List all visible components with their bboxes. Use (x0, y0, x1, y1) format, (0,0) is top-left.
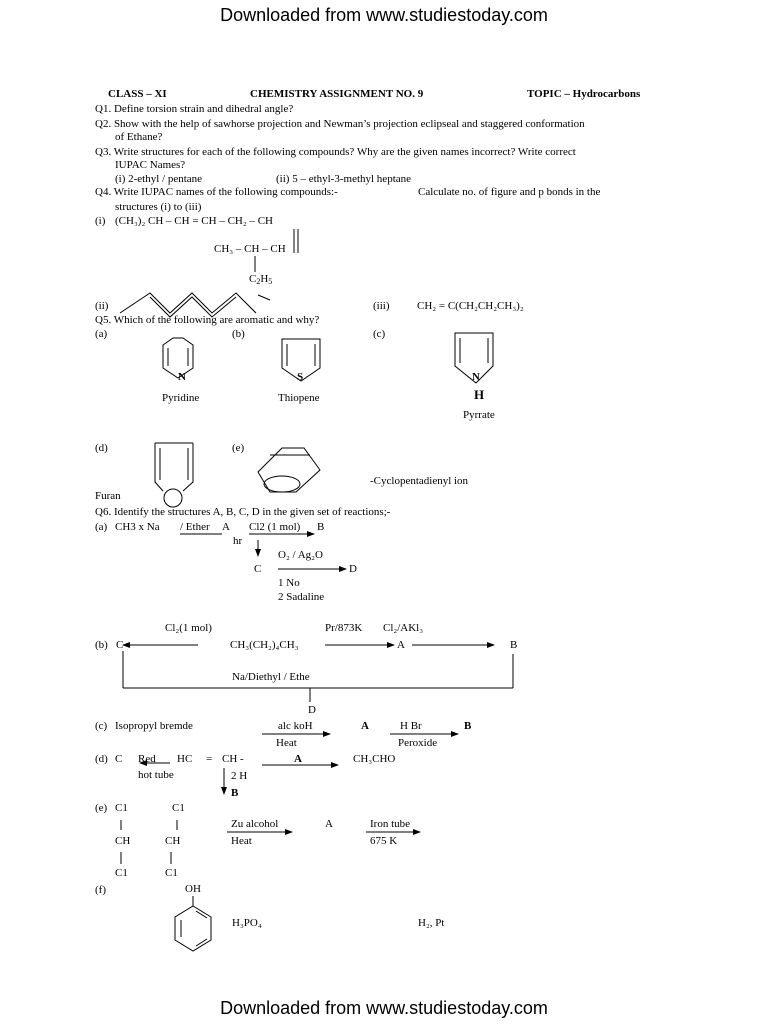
assignment-title: CHEMISTRY ASSIGNMENT NO. 9 (250, 88, 424, 100)
q6-b-B: B (510, 639, 518, 651)
q6-d-triple-bond: = (206, 753, 213, 765)
thiopene-name: Thiopene (278, 392, 320, 404)
polyene-zigzag (120, 293, 256, 313)
q6-d-hydrogen: 2 H (231, 770, 248, 782)
q6-d-product: CH₃CHO (353, 753, 396, 765)
pyrrate-atom: N (472, 371, 480, 383)
q6-b-sodium: Na/Diethyl / Ethe (232, 671, 310, 683)
q6-d-A: A (294, 753, 302, 765)
q4-i-label: (i) (95, 215, 106, 227)
question-6: Q6. Identify the structures A, B, C, D in the given set of reactions;- (95, 506, 391, 518)
question-4-line2: structures (i) to (iii) (115, 201, 202, 213)
question-3-line2: IUPAC Names? (115, 159, 186, 171)
q6-e-temperature: 675 K (370, 835, 398, 847)
question-3-option-2: (ii) 5 – ethyl-3-methyl heptane (276, 173, 412, 185)
furan-ring (155, 443, 163, 491)
pyrrate-hydrogen: H (474, 387, 485, 402)
furan-oxygen (164, 489, 182, 507)
q6-c-heat: Heat (276, 737, 297, 749)
phenol-oh: OH (185, 883, 201, 895)
q6-e-ch-2: CH (165, 835, 181, 847)
q6-b-alcl: Cl₂/AKl₃ (383, 622, 424, 634)
question-2-line1: Q2. Show with the help of sawhorse projection and Newman’s projection eclipseal and staggered conformation (95, 118, 585, 130)
q4-i-ethyl: $C_2H_5$ (249, 273, 273, 286)
question-4-line1: Q4. Write IUPAC names of the following compounds:- (95, 186, 338, 198)
q6-c-reagent1: alc koH (278, 720, 313, 732)
q6-e-zinc: Zu alcohol (231, 818, 279, 830)
question-5: Q5. Which of the following are aromatic and why? (95, 314, 320, 326)
q4-i-formula: (CH₃)₂ CH – CH = CH – CH₂ – CH (115, 215, 273, 227)
q6-c-peroxide: Peroxide (398, 737, 438, 749)
q6-a-hv: hr (233, 535, 243, 547)
cyclopentadienyl-name: -Cyclopentadienyl ion (370, 475, 469, 487)
q6-d-ch: CH - (222, 753, 244, 765)
q6-d-hc: HC (177, 753, 193, 765)
q6-b-chlorine: Cl₂(1 mol) (165, 622, 212, 634)
q5-b-label: (b) (232, 328, 245, 340)
bottom-banner: Downloaded from www.studiestoday.com (220, 998, 548, 1018)
q6-a-C: C (254, 563, 262, 575)
q6-b-platinum: Pr/873K (325, 622, 363, 634)
q6-c-label: (c) (95, 720, 108, 732)
q6-e-cl-4: C1 (165, 867, 178, 879)
q6-b-A: A (397, 639, 405, 651)
q6-e-label: (e) (95, 802, 108, 814)
q6-f-label: (f) (95, 884, 106, 896)
question-1: Q1. Define torsion strain and dihedral angle? (95, 103, 294, 115)
q6-b-hexane: CH₃(CH₂)₄CH₃ (230, 639, 299, 651)
question-2-line2: of Ethane? (115, 131, 163, 143)
q6-f-reagent1: H₃PO₄ (232, 917, 262, 929)
q6-b-C: C (116, 639, 124, 651)
q6-e-A: A (325, 818, 333, 830)
cyclopentadienyl-ring (258, 448, 320, 492)
q6-e-cl-3: C1 (115, 867, 128, 879)
top-banner: Downloaded from www.studiestoday.com (220, 5, 548, 25)
q6-f-reagent2: H₂, Pt (418, 917, 445, 929)
q5-e-label: (e) (232, 442, 245, 454)
class-label: CLASS – XI (108, 88, 167, 100)
q6-d-B: B (231, 787, 239, 799)
q4-ii-label: (ii) (95, 300, 109, 312)
q6-e-cl-2: C1 (172, 802, 185, 814)
q5-d-label: (d) (95, 442, 108, 454)
thiopene-atom: S (297, 371, 304, 383)
polyene-end-bond (258, 295, 270, 300)
q6-a-A: A (222, 521, 230, 533)
q6-b-D: D (308, 704, 316, 716)
q6-a-step2: 2 Sadaline (278, 591, 325, 603)
pyridine-name: Pyridine (162, 392, 200, 404)
topic-label: TOPIC – Hydrocarbons (527, 88, 641, 100)
q6-a-start: CH3 x Na (115, 521, 160, 533)
q5-a-label: (a) (95, 328, 108, 340)
q6-a-reagent1: / Ether (180, 521, 210, 533)
q6-a-D: D (349, 563, 357, 575)
q6-e-iron-tube: Iron tube (370, 818, 411, 830)
q6-a-label: (a) (95, 521, 108, 533)
q6-c-A: A (361, 720, 369, 732)
q4-i-branch: CH₃ – CH – CH (214, 243, 286, 255)
pyrrate-name: Pyrrate (463, 409, 495, 421)
question-3-line1: Q3. Write structures for each of the following compounds? Why are the given names incorrect? Write correct (95, 146, 576, 158)
q6-a-reagent2: Cl2 (1 mol) (249, 521, 301, 533)
q6-b-label: (b) (95, 639, 108, 651)
q6-e-heat: Heat (231, 835, 252, 847)
question-3-option-1: (i) 2-ethyl / pentane (115, 173, 203, 185)
pyridine-atom: N (178, 371, 186, 383)
q6-d-C: C (115, 753, 123, 765)
q6-e-ch-1: CH (115, 835, 131, 847)
q6-d-red: Red (138, 753, 156, 765)
q6-e-cl-1: C1 (115, 802, 128, 814)
q4-iii-formula: CH₂ = C(CH₂CH₂CH₃)₂ (417, 300, 524, 312)
q6-d-hot-tube: hot tube (138, 769, 174, 781)
q6-d-label: (d) (95, 753, 108, 765)
q6-a-B: B (317, 521, 325, 533)
q5-c-label: (c) (373, 328, 386, 340)
q6-c-start: Isopropyl bremde (115, 720, 193, 732)
q4-iii-label: (iii) (373, 300, 390, 312)
furan-name: Furan (95, 490, 121, 502)
q6-c-B: B (464, 720, 472, 732)
q6-a-step1: 1 No (278, 577, 300, 589)
q6-a-oxidant: O₂ / Ag₂O (278, 549, 323, 561)
phenol-ring (175, 906, 211, 951)
q6-c-hbr: H Br (400, 720, 422, 732)
question-4-line1-right: Calculate no. of figure and p bonds in the (418, 186, 601, 198)
